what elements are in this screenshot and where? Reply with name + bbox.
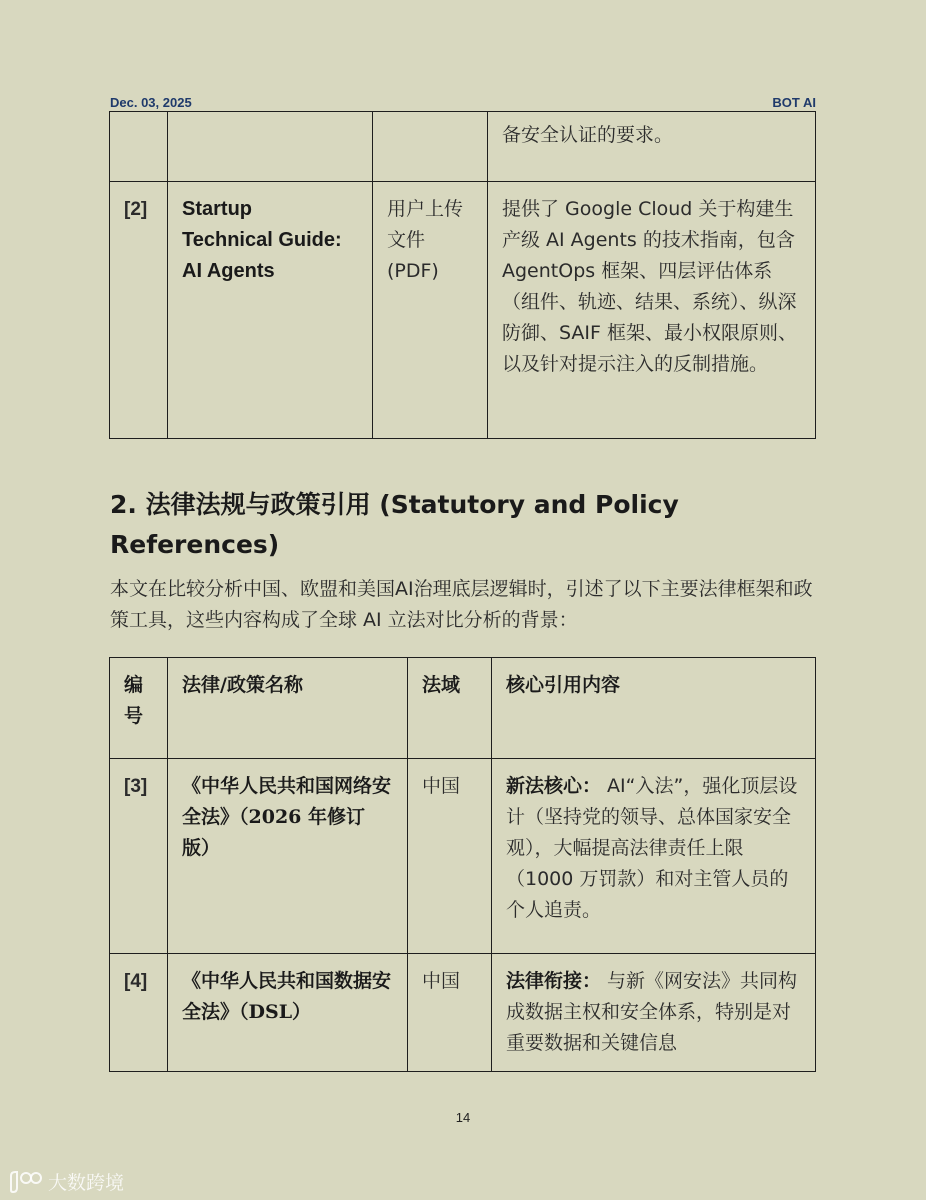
header-label: 核心引用内容 [506,674,621,696]
num-cell [110,182,168,439]
jurisdiction-cell [408,954,492,1072]
header-label: 法域 [422,674,461,696]
jurisdiction-text: 中国 [422,970,461,992]
title-cell [168,112,373,182]
header-cell-jurisdiction [408,658,492,759]
num-cell [110,759,168,954]
description-cell [488,112,816,182]
reference-number: [2] [124,199,148,220]
reference-title-line: AI Agents [182,260,275,282]
header-label: 编号 [124,674,144,727]
source-line: (PDF) [387,260,439,282]
references-table-continued [109,111,816,439]
content-lead: 新法核心： [506,775,602,797]
content-cell [492,759,816,954]
watermark-logo-icon [8,1170,42,1194]
law-name: 《中华人民共和国数据安全法》（DSL） [182,970,392,1023]
statutes-table [109,657,816,1072]
source-cell [373,112,488,182]
content-text: AI“入法”，强化顶层设计（坚持党的领导、总体国家安全观），大幅提高法律责任上限（1000 万罚款）和对主管人员的个人追责。 [506,775,798,921]
watermark-text: 大数跨境 [48,1172,125,1194]
header-label: 法律/政策名称 [182,674,303,696]
table-row [110,759,816,954]
reference-number: [4] [124,971,148,992]
num-cell [110,112,168,182]
table-header-row [110,658,816,759]
content-text: 与新《网安法》共同构成数据主权和安全体系，特别是对重要数据和关键信息 [506,970,798,1054]
content-lead: 法律衔接： [506,970,602,992]
page-number: 14 [455,1110,471,1125]
reference-number: [3] [124,776,148,797]
section-heading: 2. 法律法规与政策引用 (Statutory and Policy References) [110,490,679,559]
header-brand: BOT AI [772,95,816,110]
header-date: Dec. 03, 2025 [110,95,192,110]
reference-title-line: Startup [182,198,252,220]
source-line: 文件 [387,229,426,251]
title-cell [168,182,373,439]
name-cell [168,954,408,1072]
content-cell [492,954,816,1072]
intro-paragraph: 本文在比较分析中国、欧盟和美国AI治理底层逻辑时，引述了以下主要法律框架和政策工具，这些内容构成了全球 AI 立法对比分析的背景： [110,578,813,631]
watermark [8,1168,124,1195]
header-cell-num [110,658,168,759]
description-text: 备安全认证的要求。 [502,124,674,146]
jurisdiction-cell [408,759,492,954]
source-line: 用户上传 [387,198,464,220]
jurisdiction-text: 中国 [422,775,461,797]
description-text: 提供了 Google Cloud 关于构建生产级 AI Agents 的技术指南，包含 AgentOps 框架、四层评估体系（组件、轨迹、结果、系统）、纵深防御、SAIF 框架、最小权限原则、以及针对提示注入的反制措施。 [502,198,797,375]
num-cell [110,954,168,1072]
header-cell-content [492,658,816,759]
table-row [110,182,816,439]
name-cell [168,759,408,954]
law-name: 《中华人民共和国网络安全法》（2026 年修订版） [182,775,392,859]
header-cell-name [168,658,408,759]
reference-title-line: Technical Guide: [182,229,342,251]
description-cell [488,182,816,439]
source-cell [373,182,488,439]
table-row [110,954,816,1072]
table-row [110,112,816,182]
